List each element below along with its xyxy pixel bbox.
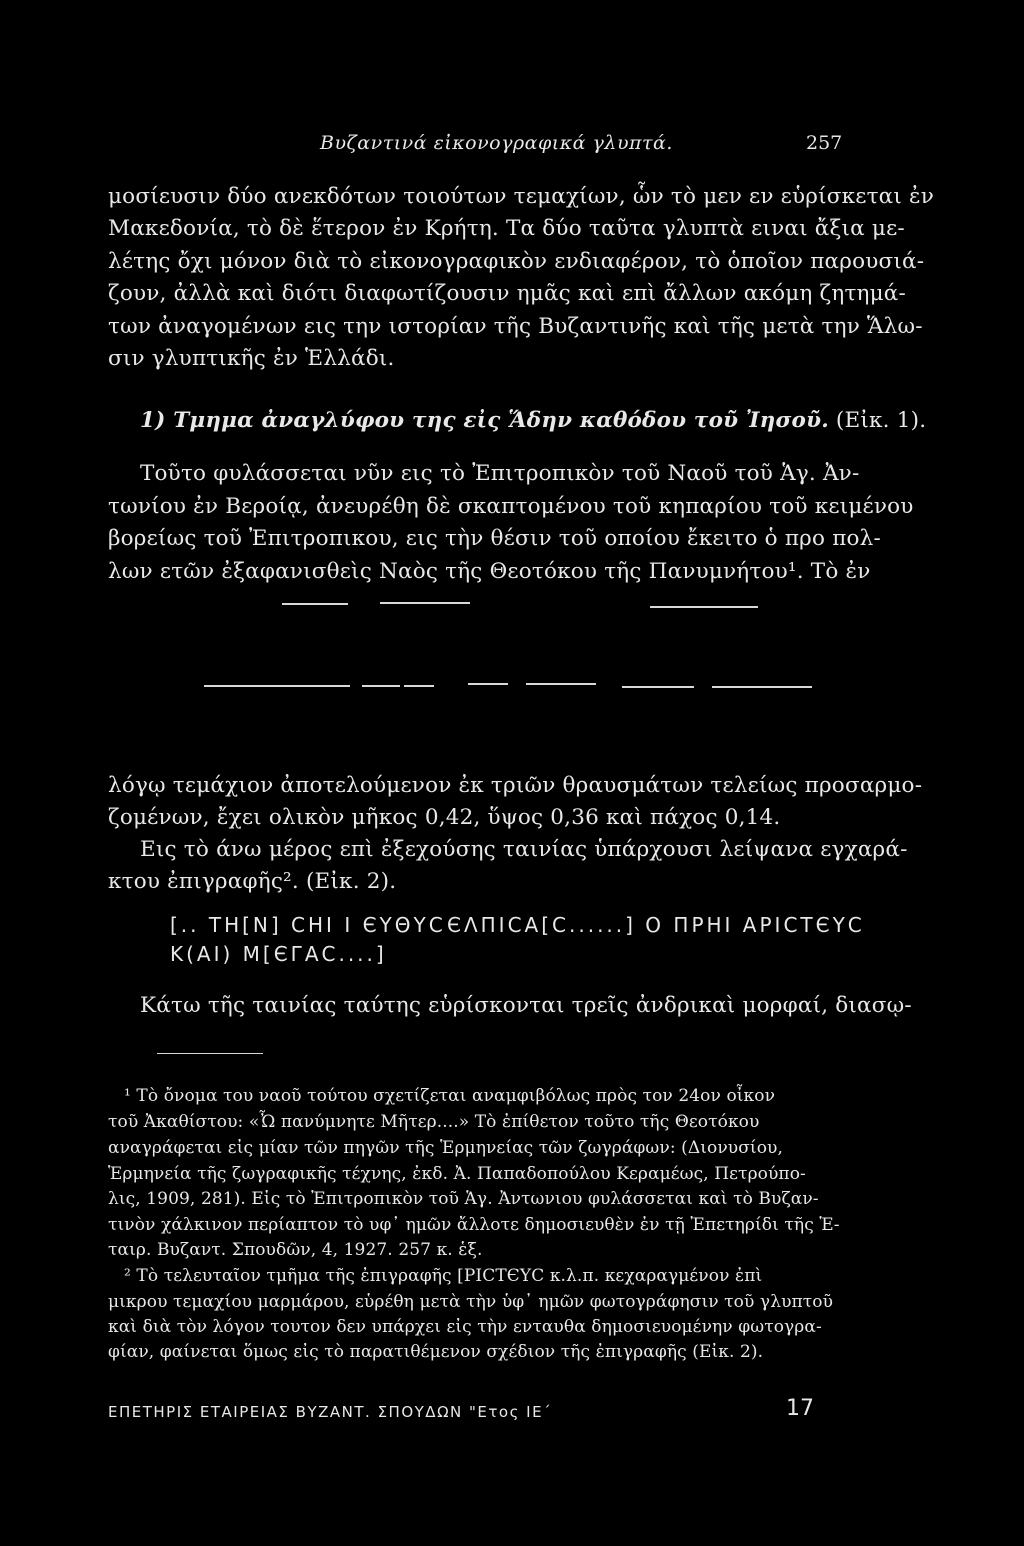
text-line: βορείως τοῦ Ἐπιτροπικου, εις τὴν θέσιν τοῦ οποίου ἔκειτο ὁ προ πολ- xyxy=(108,526,881,551)
figure-rule xyxy=(404,685,434,687)
footnote-line: Ἑρμηνεία τῆς ζωγραφικῆς τέχνης, ἐκδ. Ἀ. Παπαδοπούλου Κεραμέως, Πετρούπο- xyxy=(108,1164,806,1184)
text-line: μοσίευσιν δύο ανεκδότων τοιούτων τεμαχίων, ὧν τὸ μεν εν εὑρίσκεται ἐν xyxy=(108,184,935,209)
text-line: Μακεδονία, τὸ δὲ ἕτερον ἐν Κρήτη. Τα δύο ταῦτα γλυπτὰ ειναι ἄξια με- xyxy=(108,216,905,241)
figure-rule xyxy=(622,686,694,688)
footnote-line: μικρου τεμαχίου μαρμάρου, εὑρέθη μετὰ τὴν ὑφ᾽ ημῶν φωτογράφησιν τοῦ γλυπτοῦ xyxy=(108,1292,834,1312)
text-line: λέτης ὄχι μόνον διὰ τὸ εἰκονογραφικὸν ενδιαφέρον, τὸ ὁποῖον παρουσιά- xyxy=(108,249,925,274)
footnote-line: ταιρ. Βυζαντ. Σπουδῶν, 4, 1927. 257 κ. ἑξ. xyxy=(108,1240,483,1260)
footnote-line: λις, 1909, 281). Εἰς τὸ Ἐπιτροπικὸν τοῦ Ἁγ. Ἀντωνιου φυλάσσεται καὶ τὸ Βυζαν- xyxy=(108,1189,819,1209)
figure-rule xyxy=(204,685,350,687)
text-line: σιν γλυπτικῆς ἐν Ἑλλάδι. xyxy=(108,346,395,371)
figure-rule xyxy=(712,686,812,688)
text-line: λόγῳ τεμάχιον ἀποτελούμενον ἐκ τριῶν θραυσμάτων τελείως προσαρμο- xyxy=(108,773,923,798)
figure-rule xyxy=(282,603,348,605)
text-line: Τοῦτο φυλάσσεται νῦν εις τὸ Ἐπιτροπικὸν τοῦ Ναοῦ τοῦ Ἁγ. Ἀν- xyxy=(140,461,860,486)
footnote-line: τοῦ Ἀκαθίστου: «Ὦ πανύμνητε Μῆτερ....» Τὸ ἐπίθετον τοῦτο τῆς Θεοτόκου xyxy=(108,1112,760,1132)
figure-reference: (Εἰκ. 1). xyxy=(828,408,927,433)
page-number: 257 xyxy=(806,132,843,154)
inscription-line-2: Κ(ΑΙ) Μ[ЄΓΑC....] xyxy=(170,942,387,966)
footnote-line: αναγράφεται εἰς μίαν τῶν πηγῶν τῆς Ἑρμηνείας τῶν ζωγράφων: (Διονυσίου, xyxy=(108,1138,783,1158)
footnote-line: ² Τὸ τελευταῖον τμῆμα τῆς ἐπιγραφῆς [ΡΙCΤЄΥC κ.λ.π. κεχαραγμένον ἐπὶ xyxy=(124,1266,763,1286)
footnote-line: φίαν, φαίνεται ὅμως εἰς τὸ παρατιθέμενον σχέδιον τῆς ἐπιγραφῆς (Εἰκ. 2). xyxy=(108,1342,764,1362)
figure-rule xyxy=(362,685,400,687)
text-line: τωνίου ἐν Βεροίᾳ, ἀνευρέθη δὲ σκαπτομένου τοῦ κηπαρίου τοῦ κειμένου xyxy=(108,494,914,519)
section-heading xyxy=(140,408,926,433)
figure-rule xyxy=(650,606,758,608)
journal-footer: ΕΠΕΤΗΡΙΣ ΕΤΑΙΡΕΙΑΣ ΒΥΖΑΝΤ. ΣΠΟΥΔΩΝ "Ετος ΙΕ΄ xyxy=(108,1403,553,1421)
text-line: Κάτω τῆς ταινίας ταύτης εὑρίσκονται τρεῖς ἀνδρικαὶ μορφαί, διασῳ- xyxy=(140,993,912,1018)
text-line: ζομένων, ἔχει ολικὸν μῆκος 0,42, ὕψος 0,36 καὶ πάχος 0,14. xyxy=(108,805,781,830)
section-heading-text: 1) Τμημα ἀναγλύφου της εἰς Ἅδην καθόδου τοῦ Ἰησοῦ. xyxy=(140,408,829,433)
footnote-line: τινὸν χάλκινον περίαπτον τὸ υφ᾽ ημῶν ἄλλοτε δημοσιευθὲν ἐν τῇ Ἐπετηρίδι τῆς Ἑ- xyxy=(108,1215,840,1235)
figure-rule xyxy=(468,683,508,685)
figure-rule xyxy=(526,683,596,685)
running-title: Βυζαντινά εἰκονογραφικά γλυπτά. xyxy=(320,132,673,154)
footnote-line: ¹ Τὸ ὄνομα του ναοῦ τούτου σχετίζεται αναμφιβόλως πρὸς τον 24ον οἶκον xyxy=(124,1086,776,1106)
text-line: κτου ἐπιγραφῆς². (Εἰκ. 2). xyxy=(108,869,397,894)
inscription-line-1b: ЄΛΠΙCΑ[C......] Ο ΠΡΗΙ ΑΡΙCΤЄΥC xyxy=(447,913,865,937)
figure-rule xyxy=(380,602,470,604)
text-line: Εις τὸ άνω μέρος επὶ ἐξεχούσης ταινίας ὑπάρχουσι λείψανα εγχαρά- xyxy=(140,837,908,862)
footnote-line: καὶ διὰ τὸν λόγον τουτον δεν υπάρχει εἰς τὴν ενταυθα δημοσιευομένην φωτογρα- xyxy=(108,1317,822,1337)
text-line: των ἀναγομένων εις την ιστορίαν τῆς Βυζαντινῆς καὶ τῆς μετὰ την Ἅλω- xyxy=(108,314,923,339)
text-line: λων ετῶν ἐξαφανισθεὶς Ναὸς τῆς Θεοτόκου τῆς Πανυμνήτου¹. Τὸ ἐν xyxy=(108,559,871,584)
text-line: ζουν, ἀλλὰ καὶ διότι διαφωτίζουσιν ημᾶς καὶ επὶ ἄλλων ακόμη ζητημά- xyxy=(108,281,906,306)
signature-number: 17 xyxy=(786,1396,814,1421)
inscription-line-1a: [.. ΤΗ[Ν] CΗΙ Ι ЄΥΘΥC xyxy=(170,913,446,937)
footnote-separator xyxy=(157,1053,263,1054)
